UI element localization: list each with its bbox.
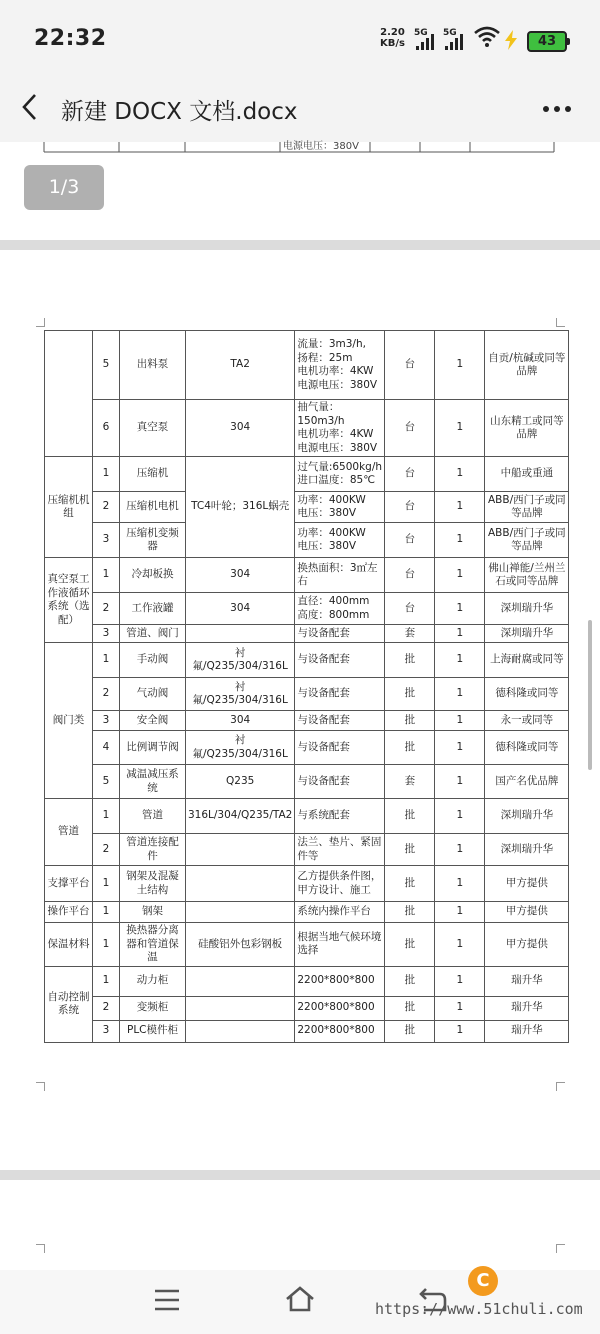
cell-material: 316L/304/Q235/TA2 bbox=[186, 799, 295, 834]
cell-brand: 甲方提供 bbox=[485, 923, 569, 967]
sim2-label: 5G bbox=[443, 28, 457, 38]
table-row bbox=[45, 834, 569, 866]
cell-no: 2 bbox=[93, 492, 120, 523]
cell-name: 动力柜 bbox=[120, 966, 186, 996]
cell-params: 根据当地气候环境选择 bbox=[295, 923, 385, 967]
cell-material: 硅酸铝外包彩钢板 bbox=[186, 923, 295, 967]
cell-params: 抽气量：150m3/h 电机功率：4KW 电源电压：380V bbox=[295, 400, 385, 457]
cell-brand: 上海耐腐或同等 bbox=[485, 643, 569, 678]
cell-no: 2 bbox=[93, 996, 120, 1020]
table-row bbox=[45, 996, 569, 1020]
cell-no: 3 bbox=[93, 1020, 120, 1042]
cell-name: 冷却板换 bbox=[120, 558, 186, 593]
cell-no: 1 bbox=[93, 966, 120, 996]
cell-qty: 1 bbox=[435, 765, 485, 799]
more-dots-icon[interactable] bbox=[542, 105, 572, 113]
cell-unit: 批 bbox=[385, 643, 435, 678]
cell-material bbox=[186, 866, 295, 902]
cell-unit: 批 bbox=[385, 996, 435, 1020]
cell-qty: 1 bbox=[435, 902, 485, 923]
cell-name: 钢架及混凝土结构 bbox=[120, 866, 186, 902]
cell-material bbox=[186, 1020, 295, 1042]
cell-unit: 批 bbox=[385, 923, 435, 967]
cell-qty: 1 bbox=[435, 625, 485, 643]
cell-group: 自动控制系统 bbox=[45, 966, 93, 1042]
cell-name: 气动阀 bbox=[120, 678, 186, 711]
cell-no: 1 bbox=[93, 923, 120, 967]
cell-params: 换热面积：3㎡左右 bbox=[295, 558, 385, 593]
cell-group: 支撑平台 bbox=[45, 866, 93, 902]
cell-group bbox=[45, 331, 93, 457]
cell-brand: 深圳瑞升华 bbox=[485, 799, 569, 834]
cell-params: 与设备配套 bbox=[295, 678, 385, 711]
cell-qty: 1 bbox=[435, 834, 485, 866]
cell-brand: 瑞升华 bbox=[485, 1020, 569, 1042]
cell-params: 与设备配套 bbox=[295, 711, 385, 731]
cell-brand: 深圳瑞升华 bbox=[485, 834, 569, 866]
cell-unit: 套 bbox=[385, 625, 435, 643]
cell-no: 5 bbox=[93, 331, 120, 400]
cell-unit: 套 bbox=[385, 765, 435, 799]
cell-material: Q235 bbox=[186, 765, 295, 799]
cell-unit: 批 bbox=[385, 866, 435, 902]
page-corner-mark bbox=[36, 1244, 45, 1253]
cell-params: 系统内操作平台 bbox=[295, 902, 385, 923]
cell-unit: 批 bbox=[385, 731, 435, 765]
cell-name: 变频柜 bbox=[120, 996, 186, 1020]
network-speed-value: 2.20 bbox=[380, 27, 405, 38]
cell-qty: 1 bbox=[435, 492, 485, 523]
page-corner-mark bbox=[556, 1244, 565, 1253]
table-row bbox=[45, 492, 569, 523]
cell-qty: 1 bbox=[435, 711, 485, 731]
cell-qty: 1 bbox=[435, 593, 485, 625]
cell-name: 压缩机电机 bbox=[120, 492, 186, 523]
cell-material bbox=[186, 625, 295, 643]
cell-material bbox=[186, 996, 295, 1020]
page-corner-mark bbox=[556, 318, 565, 327]
table-row bbox=[45, 799, 569, 834]
charging-icon bbox=[504, 30, 518, 50]
cell-params: 乙方提供条件图，甲方设计、施工 bbox=[295, 866, 385, 902]
cell-qty: 1 bbox=[435, 923, 485, 967]
menu-icon[interactable] bbox=[153, 1288, 181, 1312]
cell-group: 压缩机机组 bbox=[45, 457, 93, 558]
cell-name: 压缩机 bbox=[120, 457, 186, 492]
cell-unit: 批 bbox=[385, 1020, 435, 1042]
cell-brand: ABB/西门子或同等品牌 bbox=[485, 492, 569, 523]
app-badge: C bbox=[468, 1266, 498, 1296]
cell-params: 流量：3m3/h, 扬程：25m 电机功率：4KW 电源电压：380V bbox=[295, 331, 385, 400]
page-separator bbox=[0, 1170, 600, 1180]
cell-qty: 1 bbox=[435, 866, 485, 902]
cell-params: 2200*800*800 bbox=[295, 966, 385, 996]
cell-unit: 批 bbox=[385, 678, 435, 711]
table-row bbox=[45, 643, 569, 678]
cell-unit: 台 bbox=[385, 558, 435, 593]
cell-material: 衬氟/Q235/304/316L bbox=[186, 678, 295, 711]
cell-params: 与设备配套 bbox=[295, 625, 385, 643]
cell-name: 管道 bbox=[120, 799, 186, 834]
cell-no: 5 bbox=[93, 765, 120, 799]
cell-no: 1 bbox=[93, 799, 120, 834]
cell-brand: 中船或重通 bbox=[485, 457, 569, 492]
table-row bbox=[45, 966, 569, 996]
cell-qty: 1 bbox=[435, 558, 485, 593]
cell-params: 2200*800*800 bbox=[295, 996, 385, 1020]
cell-qty: 1 bbox=[435, 799, 485, 834]
wifi-icon bbox=[474, 26, 500, 48]
cell-no: 3 bbox=[93, 523, 120, 558]
cell-brand: 德科隆或同等 bbox=[485, 731, 569, 765]
page-corner-mark bbox=[556, 1082, 565, 1091]
cell-material: TA2 bbox=[186, 331, 295, 400]
cell-name: 钢架 bbox=[120, 902, 186, 923]
cell-unit: 批 bbox=[385, 902, 435, 923]
cell-name: 管道连接配件 bbox=[120, 834, 186, 866]
cell-params: 功率：400KW 电压：380V bbox=[295, 492, 385, 523]
cell-unit: 批 bbox=[385, 834, 435, 866]
cell-material bbox=[186, 834, 295, 866]
cell-no: 2 bbox=[93, 834, 120, 866]
cell-no: 3 bbox=[93, 625, 120, 643]
network-speed-unit: KB/s bbox=[380, 38, 405, 49]
cell-name: 比例调节阀 bbox=[120, 731, 186, 765]
cell-qty: 1 bbox=[435, 331, 485, 400]
cell-unit: 台 bbox=[385, 492, 435, 523]
cell-material: 304 bbox=[186, 558, 295, 593]
cell-qty: 1 bbox=[435, 1020, 485, 1042]
table-row bbox=[45, 731, 569, 765]
cell-unit: 台 bbox=[385, 523, 435, 558]
page-corner-mark bbox=[36, 318, 45, 327]
cell-brand: 佛山禅能/兰州兰石或同等品牌 bbox=[485, 558, 569, 593]
cell-name: 压缩机变频器 bbox=[120, 523, 186, 558]
document-title: 新建 DOCX 文档.docx bbox=[61, 99, 298, 125]
cell-qty: 1 bbox=[435, 643, 485, 678]
table-row bbox=[45, 625, 569, 643]
cell-material bbox=[186, 902, 295, 923]
cell-brand: 永一或同等 bbox=[485, 711, 569, 731]
cell-name: 手动阀 bbox=[120, 643, 186, 678]
cell-material: 衬氟/Q235/304/316L bbox=[186, 643, 295, 678]
cell-material: 304 bbox=[186, 400, 295, 457]
page-separator bbox=[0, 240, 600, 250]
cell-group: 保温材料 bbox=[45, 923, 93, 967]
cell-params: 与设备配套 bbox=[295, 643, 385, 678]
watermark: https://www.51chuli.com bbox=[375, 1300, 583, 1318]
network-speed bbox=[380, 27, 405, 49]
back-arrow-icon[interactable] bbox=[18, 92, 42, 122]
cell-qty: 1 bbox=[435, 523, 485, 558]
equipment-table bbox=[44, 330, 569, 1043]
cell-no: 3 bbox=[93, 711, 120, 731]
table-row bbox=[45, 400, 569, 457]
cell-brand: 国产名优品牌 bbox=[485, 765, 569, 799]
cell-no: 1 bbox=[93, 866, 120, 902]
cell-unit: 台 bbox=[385, 331, 435, 400]
cell-no: 1 bbox=[93, 457, 120, 492]
next-page-fragment bbox=[0, 1180, 600, 1270]
cell-group: 操作平台 bbox=[45, 902, 93, 923]
table-row bbox=[45, 593, 569, 625]
table-row bbox=[45, 678, 569, 711]
cell-material: TC4叶轮；316L蜗壳 bbox=[186, 457, 295, 558]
cell-brand: 德科隆或同等 bbox=[485, 678, 569, 711]
cell-name: 管道、阀门 bbox=[120, 625, 186, 643]
cell-qty: 1 bbox=[435, 996, 485, 1020]
battery-indicator: 43 bbox=[527, 31, 567, 52]
table-row bbox=[45, 923, 569, 967]
cell-params: 过气量:6500kg/h 进口温度：85℃ bbox=[295, 457, 385, 492]
signal-icon bbox=[416, 34, 436, 50]
cell-material: 304 bbox=[186, 711, 295, 731]
cell-params: 直径：400mm 高度：800mm bbox=[295, 593, 385, 625]
cell-name: 真空泵 bbox=[120, 400, 186, 457]
cell-qty: 1 bbox=[435, 678, 485, 711]
cell-name: 工作液罐 bbox=[120, 593, 186, 625]
cell-brand: ABB/西门子或同等品牌 bbox=[485, 523, 569, 558]
page-corner-mark bbox=[36, 1082, 45, 1091]
cell-unit: 台 bbox=[385, 593, 435, 625]
cell-brand: 深圳瑞升华 bbox=[485, 625, 569, 643]
cell-unit: 台 bbox=[385, 457, 435, 492]
cell-unit: 批 bbox=[385, 799, 435, 834]
cell-unit: 台 bbox=[385, 400, 435, 457]
cell-brand: 瑞升华 bbox=[485, 966, 569, 996]
cell-name: 减温减压系统 bbox=[120, 765, 186, 799]
page-indicator: 1/3 bbox=[24, 165, 104, 210]
cell-params: 法兰、垫片、紧固件等 bbox=[295, 834, 385, 866]
cell-name: PLC模件柜 bbox=[120, 1020, 186, 1042]
status-bar bbox=[0, 0, 600, 78]
cell-no: 1 bbox=[93, 902, 120, 923]
cell-name: 出料泵 bbox=[120, 331, 186, 400]
cell-material: 304 bbox=[186, 593, 295, 625]
cell-qty: 1 bbox=[435, 400, 485, 457]
cell-params: 与设备配套 bbox=[295, 731, 385, 765]
cell-name: 换热器分离器和管道保温 bbox=[120, 923, 186, 967]
table-row bbox=[45, 711, 569, 731]
cell-no: 2 bbox=[93, 593, 120, 625]
cut-off-text: 电源电压：380V bbox=[283, 141, 359, 150]
cell-group: 真空泵工作液循环系统（选配） bbox=[45, 558, 93, 643]
cell-material: 衬氟/Q235/304/316L bbox=[186, 731, 295, 765]
cell-unit: 批 bbox=[385, 711, 435, 731]
cell-no: 1 bbox=[93, 643, 120, 678]
table-row bbox=[45, 457, 569, 492]
cell-brand: 甲方提供 bbox=[485, 902, 569, 923]
cell-brand: 瑞升华 bbox=[485, 996, 569, 1020]
cell-qty: 1 bbox=[435, 966, 485, 996]
table-row bbox=[45, 523, 569, 558]
scrollbar[interactable] bbox=[588, 620, 592, 770]
cell-brand: 深圳瑞升华 bbox=[485, 593, 569, 625]
cell-brand: 山东精工或同等品牌 bbox=[485, 400, 569, 457]
cell-brand: 甲方提供 bbox=[485, 866, 569, 902]
sim1-label: 5G bbox=[414, 28, 428, 38]
cell-no: 2 bbox=[93, 678, 120, 711]
cell-brand: 自贡/杭碱或同等品牌 bbox=[485, 331, 569, 400]
cell-name: 安全阀 bbox=[120, 711, 186, 731]
cell-no: 4 bbox=[93, 731, 120, 765]
cell-unit: 批 bbox=[385, 966, 435, 996]
signal-icon bbox=[445, 34, 465, 50]
cell-group: 管道 bbox=[45, 799, 93, 866]
app-bar bbox=[0, 78, 600, 142]
cell-qty: 1 bbox=[435, 457, 485, 492]
table-row bbox=[45, 558, 569, 593]
table-row bbox=[45, 902, 569, 923]
home-icon[interactable] bbox=[284, 1285, 316, 1313]
cell-params: 2200*800*800 bbox=[295, 1020, 385, 1042]
cell-group: 阀门类 bbox=[45, 643, 93, 799]
table-row bbox=[45, 765, 569, 799]
clock: 22:32 bbox=[34, 26, 107, 51]
cell-qty: 1 bbox=[435, 731, 485, 765]
cell-params: 功率：400KW 电压：380V bbox=[295, 523, 385, 558]
cell-params: 与设备配套 bbox=[295, 765, 385, 799]
cell-material bbox=[186, 966, 295, 996]
table-row bbox=[45, 1020, 569, 1042]
cell-params: 与系统配套 bbox=[295, 799, 385, 834]
cell-no: 1 bbox=[93, 558, 120, 593]
table-row bbox=[45, 866, 569, 902]
cell-no: 6 bbox=[93, 400, 120, 457]
table-row bbox=[45, 331, 569, 400]
